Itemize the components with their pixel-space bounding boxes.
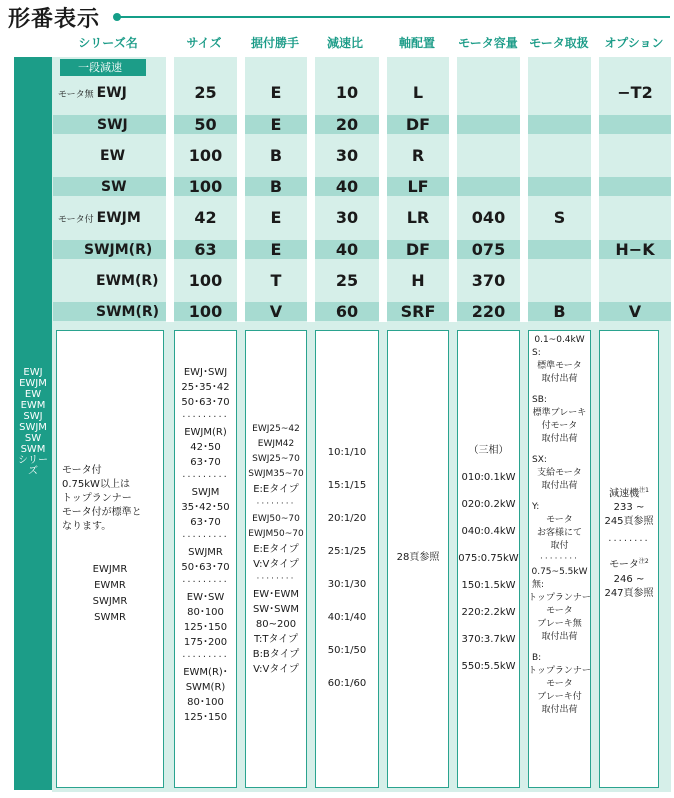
- size-cell: 100: [188, 177, 223, 196]
- series-cell: SWJM(R): [84, 242, 153, 258]
- shaft-cell: R: [411, 146, 425, 165]
- ratio-cell: 20: [335, 115, 359, 134]
- mount-cell: T: [270, 271, 282, 290]
- ratio-cell: 25: [335, 271, 359, 290]
- series-cell: EW: [100, 148, 126, 164]
- series-cell: SWM(R): [96, 304, 160, 320]
- ratio-cell: 60: [335, 302, 359, 321]
- series-cell: モータ付 EWJM: [58, 210, 141, 226]
- mount-cell: E: [270, 208, 282, 227]
- detail-box-series: [56, 330, 164, 788]
- size-detail: EWJ･SWJ 25･35･42 50･63･70 ········· EWJM(R) 42･50 63･70 ········· SWJM 35･42･50 63･70 ········· SWJMR 50･63･70 ········· EW･SW 80･100 125･150 175･200 ········· EWM(R)･ SWM(R) 80･100 125･150: [181, 367, 230, 723]
- capacity-cell: 220: [471, 302, 506, 321]
- size-cell: 25: [194, 83, 217, 102]
- size-cell: 100: [188, 271, 223, 290]
- size-cell: 63: [194, 240, 217, 259]
- shaft-cell: LR: [406, 208, 430, 227]
- header-ratio: 減速比: [326, 36, 363, 50]
- mount-cell: E: [270, 115, 282, 134]
- option-cell: V: [628, 302, 642, 321]
- ratio-detail: 10:1/10 15:1/15 20:1/20 25:1/25 30:1/30 40:1/40 50:1/50 60:1/60: [327, 447, 367, 689]
- series-cell: EWM(R): [96, 273, 159, 289]
- title-rule: [118, 16, 670, 18]
- column-separator: [307, 57, 315, 322]
- motor-cell: B: [553, 302, 566, 321]
- series-cell: モータ無 EWJ: [58, 85, 127, 101]
- option-cell: H−K: [615, 240, 655, 259]
- column-separator: [520, 57, 528, 322]
- shaft-cell: L: [412, 83, 424, 102]
- motor-detail: 0.1~0.4kW S: 標準モータ 取付出荷 SB: 標準ブレーキ 付モータ 取付出荷 SX: 支給モータ 取付出荷 Y: モータ お客様にて 取付 ········ 0.75~5.5kW 無: トップランナー モータ ブレーキ無 取付出荷 B: トップランナー モータ ブレーキ付 取付出荷: [528, 335, 591, 715]
- capacity-cell: 370: [471, 271, 506, 290]
- shaft-note: 28頁参照: [396, 552, 440, 563]
- shaft-cell: SRF: [400, 302, 436, 321]
- option-cell: −T2: [617, 83, 653, 102]
- header-shaft: 軸配置: [398, 36, 435, 50]
- mount-cell: B: [269, 146, 283, 165]
- series-cell: SW: [101, 179, 127, 195]
- size-cell: 100: [188, 146, 223, 165]
- page-title: 形番表示: [8, 7, 101, 32]
- column-separator: [449, 57, 457, 322]
- size-cell: 50: [194, 115, 217, 134]
- shaft-cell: DF: [405, 240, 431, 259]
- column-separator: [237, 57, 245, 322]
- mount-cell: V: [269, 302, 283, 321]
- mount-cell: E: [270, 83, 282, 102]
- shaft-cell: DF: [405, 115, 431, 134]
- size-cell: 42: [194, 208, 217, 227]
- column-separator: [379, 57, 387, 322]
- header-capacity: モータ容量: [458, 36, 518, 50]
- capacity-cell: 040: [471, 208, 506, 227]
- series-models: EWJMR EWMR SWJMR SWMR: [92, 564, 128, 623]
- column-separator: [591, 57, 599, 322]
- header-motor: モータ取扱: [529, 36, 589, 50]
- option-detail: 減速機$^{注1}$ 233 ~ 245頁参照 ········ モータ$^{注2}$ 246 ~ 247頁参照: [604, 487, 654, 599]
- shaft-cell: H: [411, 271, 425, 290]
- header-series: シリーズ名: [78, 36, 138, 50]
- capacity-detail: （三相） 010:0.1kW 020:0.2kW 040:0.4kW 075:0.75kW 150:1.5kW 220:2.2kW 370:3.7kW 550:5.5kW: [458, 445, 519, 672]
- series-cell: SWJ: [97, 117, 128, 133]
- ratio-cell: 30: [335, 208, 359, 227]
- mount-detail: EWJ25~42 EWJM42 SWJ25~70 SWJM35~70 E:Eタイプ ········ EWJ50~70 EWJM50~70 E:Eタイプ V:Vタイプ ········ EW･EWM SW･SWM 80~200 T:Tタイプ B:Bタイプ V:Vタイプ: [248, 424, 304, 675]
- header-option: オプション: [604, 36, 664, 50]
- ratio-cell: 40: [335, 240, 359, 259]
- header-size: サイズ: [186, 36, 222, 50]
- ratio-cell: 40: [335, 177, 359, 196]
- motor-cell: S: [553, 208, 566, 227]
- series-sidebar-labels: EWJ EWJM EW EWM SWJ SWJM SW SWM シリーズ: [18, 367, 48, 477]
- capacity-cell: 075: [471, 240, 506, 259]
- column-separator: [166, 57, 174, 322]
- series-note: モータ付 0.75kW以上は トップランナー モータ付が標準と なります。: [62, 465, 142, 532]
- single-stage-badge: 一段減速: [60, 59, 146, 76]
- header-mount: 据付勝手: [250, 36, 299, 50]
- ratio-cell: 10: [335, 83, 359, 102]
- ratio-cell: 30: [335, 146, 359, 165]
- shaft-cell: LF: [407, 177, 429, 196]
- mount-cell: B: [269, 177, 283, 196]
- mount-cell: E: [270, 240, 282, 259]
- size-cell: 100: [188, 302, 223, 321]
